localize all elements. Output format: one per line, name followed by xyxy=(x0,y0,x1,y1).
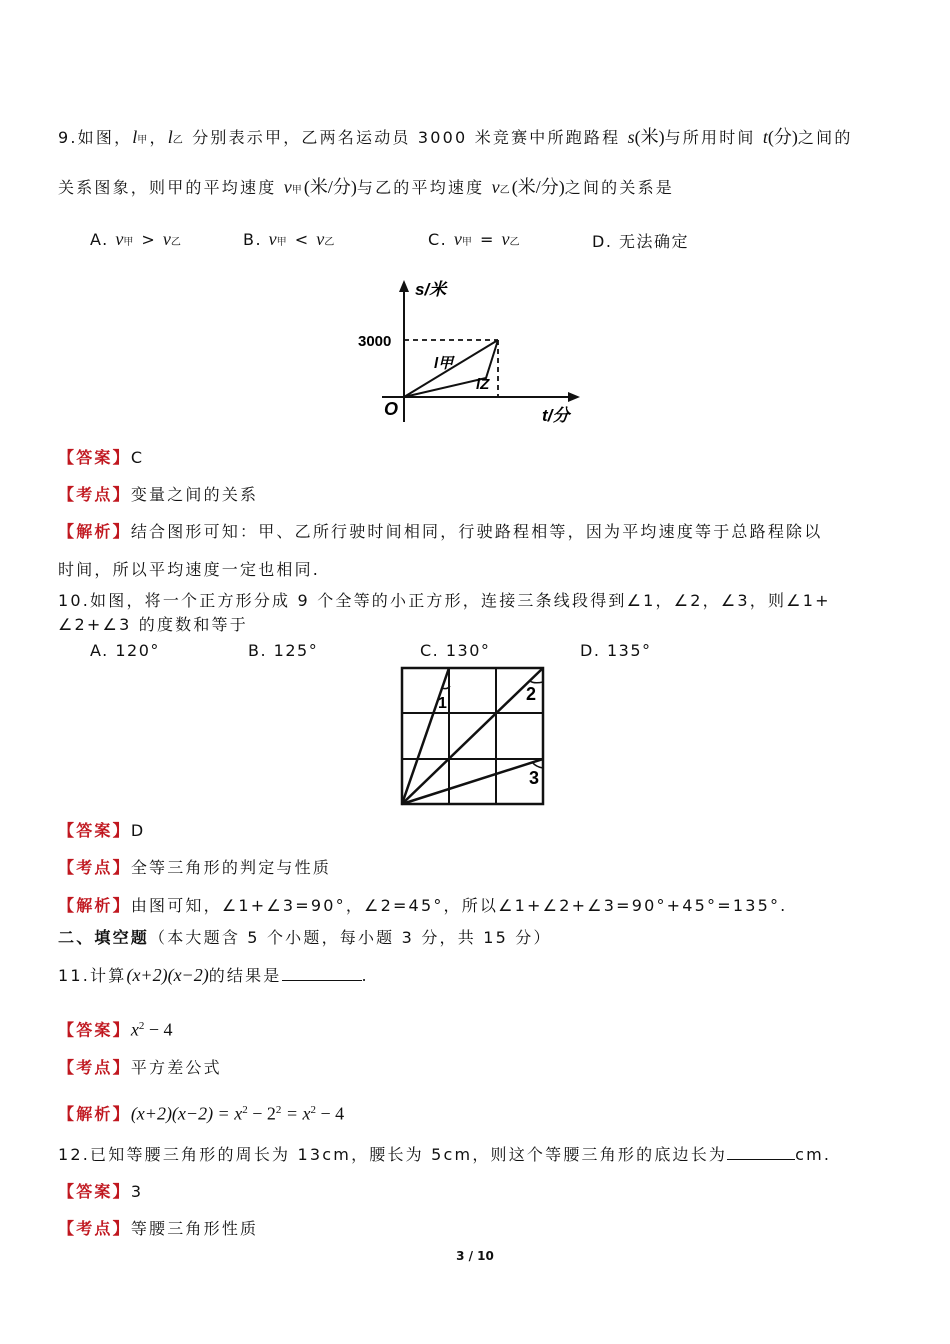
l-yi-label: lZ xyxy=(476,376,490,393)
y-tick-3000: 3000 xyxy=(358,333,392,350)
q12-question: 12.已知等腰三角形的周长为 13cm，腰长为 5cm，则这个等腰三角形的底边长为 cm. xyxy=(58,1145,832,1164)
q9-option-d: D. 无法确定 xyxy=(592,232,690,251)
q11-question: 11.计算(x+2)(x−2)的结果是 . xyxy=(58,965,369,985)
q11-point: 【考点】平方差公式 xyxy=(58,1058,222,1077)
x-axis-label: t/分 xyxy=(542,406,570,425)
q9-graph xyxy=(352,276,592,426)
q12-answer: 【答案】3 xyxy=(58,1182,144,1201)
q9-analysis-2: 时间，所以平均速度一定也相同. xyxy=(58,560,321,579)
q10-answer: 【答案】D xyxy=(58,821,146,840)
l-jia-label: l甲 xyxy=(434,355,454,372)
x-axis-arrow xyxy=(568,392,580,402)
angle-2-label: 2 xyxy=(526,684,537,704)
q12-blank xyxy=(727,1145,795,1160)
q9-answer: 【答案】C xyxy=(58,448,145,467)
y-axis-arrow xyxy=(399,280,409,292)
q10-option-c: C. 130° xyxy=(420,641,491,660)
angle-3-label: 3 xyxy=(529,768,540,788)
q9-line2: 关系图象，则甲的平均速度 v甲(米/分)与乙的平均速度 v乙(米/分)之间的关系是 xyxy=(58,177,674,197)
q9-option-a: A. v甲 > v乙 xyxy=(90,229,183,249)
section-2-heading: 二、填空题（本大题含 5 个小题，每小题 3 分，共 15 分） xyxy=(58,928,552,947)
q9-analysis-1: 【解析】结合图形可知：甲、乙所行驶时间相同，行驶路程相等，因为平均速度等于总路程除以 xyxy=(58,522,823,541)
segment-2 xyxy=(402,668,543,804)
q10-line2: ∠2+∠3 的度数和等于 xyxy=(58,615,248,634)
q10-line1: 10.如图，将一个正方形分成 9 个全等的小正方形，连接三条线段得到∠1，∠2，∠3，则∠1+ xyxy=(58,591,831,610)
q11-analysis: 【解析】$(x+2)(x-2) = x^2 - 2^2 = x^2 - 4$ xyxy=(58,1103,345,1124)
q9-line1: 9.如图，l甲，l乙 分别表示甲，乙两名运动员 3000 米竞赛中所跑路程 s(米)与所用时间 t(分)之间的 xyxy=(58,127,853,147)
q10-figure xyxy=(398,664,548,808)
q9-point: 【考点】变量之间的关系 xyxy=(58,485,259,504)
q10-option-d: D. 135° xyxy=(580,641,652,660)
q9-option-b: B. v甲 < v乙 xyxy=(243,229,336,249)
angle-2-arc xyxy=(530,681,543,683)
q11-blank xyxy=(282,966,362,981)
page-number: 3 / 10 xyxy=(456,1249,494,1263)
q10-analysis: 【解析】由图可知，∠1+∠3=90°，∠2=45°，所以∠1+∠2+∠3=90°+45°=135°. xyxy=(58,896,788,915)
q11-answer: 【答案】$x^2 - 4$ xyxy=(58,1019,173,1040)
q10-option-a: A. 120° xyxy=(90,641,160,660)
q9-option-c: C. v甲 = v乙 xyxy=(428,229,521,249)
y-axis-label: s/米 xyxy=(415,280,447,299)
q12-point: 【考点】等腰三角形性质 xyxy=(58,1219,259,1238)
q10-point: 【考点】全等三角形的判定与性质 xyxy=(58,858,332,877)
segment-3 xyxy=(402,759,543,804)
angle-1-label: 1 xyxy=(438,695,447,712)
q10-option-b: B. 125° xyxy=(248,641,319,660)
origin-label: O xyxy=(384,399,399,419)
